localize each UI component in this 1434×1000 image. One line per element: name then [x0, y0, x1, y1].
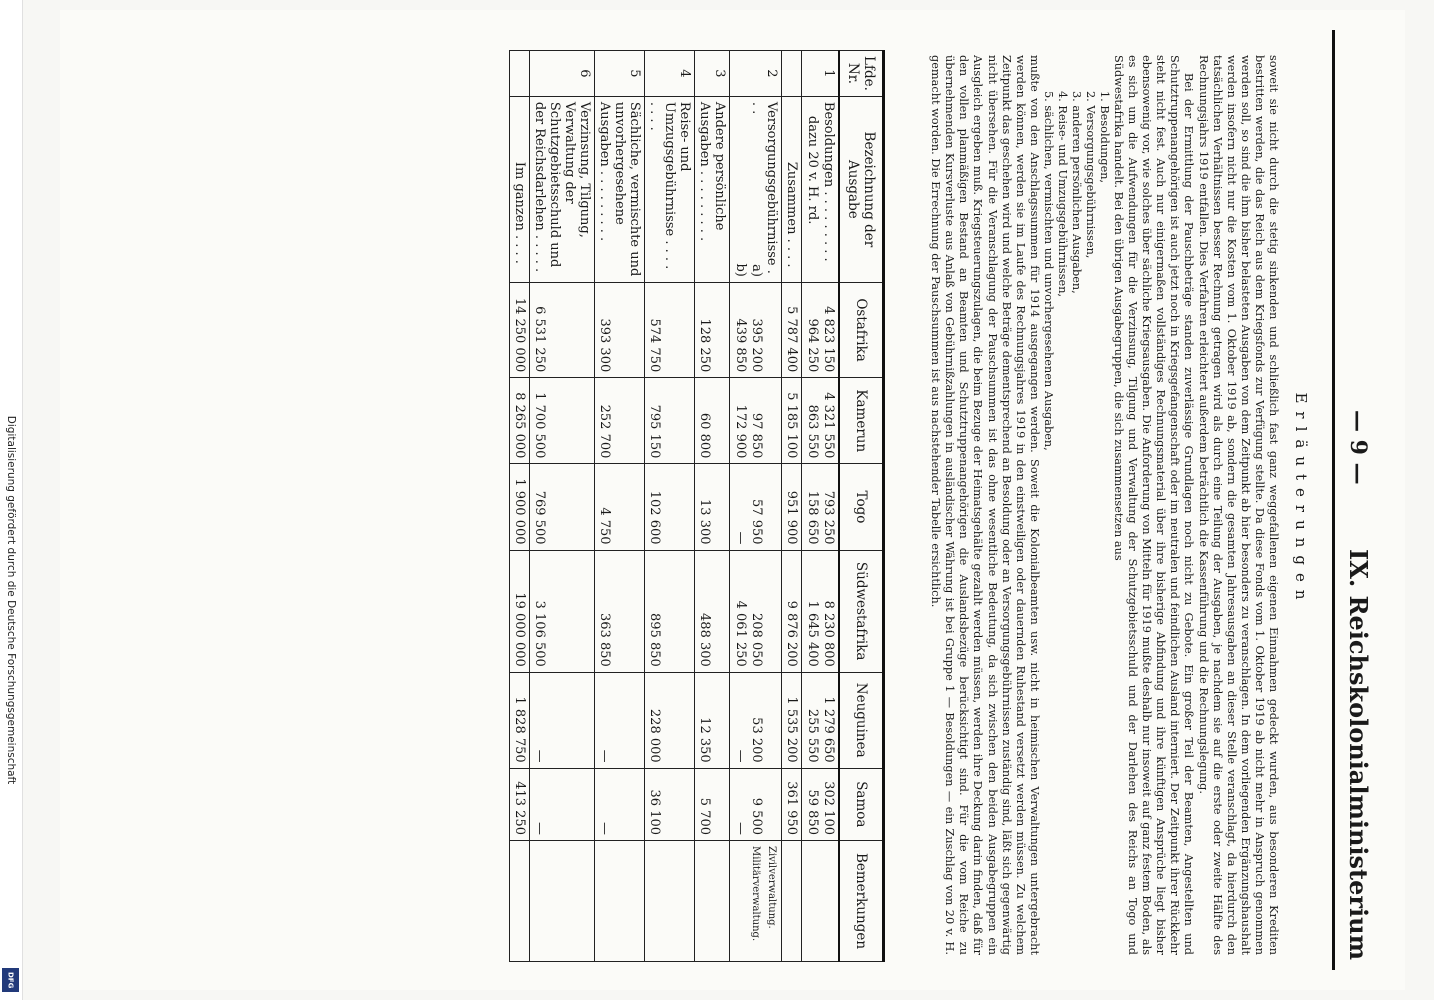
cell-ostafrika: 6 531 250: [530, 282, 595, 377]
cell-samoa: —: [530, 768, 595, 840]
subtotal-label: Zusammen . . . .: [784, 161, 799, 268]
total-samoa: 413 250: [510, 768, 530, 840]
cell-neuguinea: 1 279 650 255 550: [802, 672, 840, 768]
digitization-sidebar: [0, 0, 23, 1000]
subtotal-kamerun: 5 185 100: [782, 378, 802, 464]
cell-ostafrika: 574 750: [645, 282, 695, 377]
digitization-note: Digitalisierung gefördert durch die Deutsche Forschungsgemeinschaft: [5, 415, 17, 785]
col-header-togo: Togo: [839, 464, 884, 550]
subtotal-togo: 951 900: [782, 464, 802, 550]
cell-suedwest: 895 850: [645, 550, 695, 672]
cell-kamerun: 252 700: [595, 378, 645, 464]
row-desc: Sächliche, vermischte und unvorhergesehene Ausgaben . . . . . . . . .: [595, 96, 645, 282]
col-header-suedwest: Südwestafrika: [839, 550, 884, 672]
total-suedwest: 19 000 000: [510, 550, 530, 672]
table-row-subtotal: [782, 51, 802, 962]
subtotal-neuguinea: 1 535 200: [782, 672, 802, 768]
table-header-row: [839, 51, 884, 962]
table-row: [802, 51, 840, 962]
cell-ostafrika: 395 200 439 850: [730, 282, 782, 377]
cell-ostafrika: 128 250: [695, 282, 730, 377]
explanation-text: [928, 55, 1280, 955]
col-header-ostafrika: Ostafrika: [839, 282, 884, 377]
col-header-samoa: Samoa: [839, 768, 884, 840]
cell-samoa: 36 100: [645, 768, 695, 840]
list-item: 5. sächlichen, vermischten und unvorhergesehenen Ausgaben,: [1041, 91, 1055, 451]
col-header-kamerun: Kamerun: [839, 378, 884, 464]
total-togo: 1 900 000: [510, 464, 530, 550]
paragraph-1: soweit sie nicht durch die stetig sinkenden und schließlich fast ganz weggefallenen eigenen Einnahmen gedeckt wurden, aus besonderen Krediten bestritten werden, die das Reich aus dem Kriegsfonds zur Verfügung stellte. Da diese Fonds vom 1. Oktober 1919 ab nicht mehr in Anspruch genommen werden soll, so sind die ihm bisher belasteten Ausgaben von dem Zeitpunkt ab hier besonders zu veranschlagen. In dem vorliegenden Ergänzungshaushalt werden insofern nicht nur die Kosten vom 1. Oktober 1919 ab, sondern die gesamten Jahresausgaben an dieser Stelle veranschlagt, da hierdurch den tatsächlichen Verhältnissen besser Rechnung getragen wird als durch eine Teilung der Ausgaben, je nachdem sie auf die erste oder zweite Hälfte des Rechnungsjahrs 1919 entfallen. Dies Verfahren erleichtert außerdem beträchtlich die Kassenführung und die Rechnungslegung.: [1196, 55, 1280, 955]
row-number: 2: [730, 51, 782, 97]
table-row: [695, 51, 730, 962]
row-desc: Andere persönliche Ausgaben . . . . . . . . .: [695, 96, 730, 282]
cell-neuguinea: 12 350: [695, 672, 730, 768]
expense-group-list: [1041, 91, 1111, 955]
cell-suedwest: 3 106 500: [530, 550, 595, 672]
row-desc: Verzinsung, Tilgung, Verwaltung der Schutzgebietsschuld und der Reichsdarlehen . . . . .: [530, 96, 595, 282]
cell-samoa: 9 500 —: [730, 768, 782, 840]
cell-ostafrika: 4 823 150 964 250: [802, 282, 840, 377]
page-number: — 9 —: [1345, 410, 1371, 485]
row-desc: Versorgungsgebührnisse . . . a) b): [730, 96, 782, 282]
expense-table: [509, 50, 885, 962]
cell-neuguinea: —: [595, 672, 645, 768]
table-row: [595, 51, 645, 962]
list-item: 1. Besoldungen,: [1097, 91, 1111, 184]
ministry-title: IX. Reichskolonialministerium: [1344, 548, 1373, 960]
cell-remark: [530, 841, 595, 962]
section-heading: Erläuterungen: [1292, 392, 1310, 608]
col-header-lfd: Lfde. Nr.: [839, 51, 884, 97]
cell-remark: [595, 841, 645, 962]
cell-suedwest: 8 230 800 1 645 400: [802, 550, 840, 672]
cell-samoa: 5 700: [695, 768, 730, 840]
col-header-remarks: Bemerkungen: [839, 841, 884, 962]
cell-togo: 57 950 —: [730, 464, 782, 550]
row-number: 3: [695, 51, 730, 97]
cell-samoa: 302 100 59 850: [802, 768, 840, 840]
cell-remark: [802, 841, 840, 962]
table-row: [730, 51, 782, 962]
table-row: [530, 51, 595, 962]
cell-kamerun: 60 800: [695, 378, 730, 464]
cell-suedwest: 363 850: [595, 550, 645, 672]
cell-togo: 13 300: [695, 464, 730, 550]
total-kamerun: 8 265 000: [510, 378, 530, 464]
col-header-desc: Bezeichnung der Ausgabe: [839, 96, 884, 282]
cell-remark: Zivilverwaltung. Militärverwaltung.: [730, 841, 782, 962]
cell-togo: 4 750: [595, 464, 645, 550]
total-neuguinea: 1 828 750: [510, 672, 530, 768]
rotated-page-content: [60, 10, 1405, 990]
paragraph-2: Bei der Ermittlung der Pauschbeträge standen zuverlässige Grundlagen noch nicht zu Gebote. Ein großer Teil der Beamten, Angestellten und Schutztruppenangehörigen ist auch jetzt noch in Kriegsgefangenschaft oder im neutralen und feindlichen Ausland interniert. Der Zeitpunkt ihrer Rückkehr steht nicht fest. Auch nur einigermaßen vollständiges Rechnungsmaterial über ihre bisherige Abfindung und ihre künftigen Ansprüche liegt bisher ebensowenig vor, wie solches über sächliche Kriegsausgaben. Die Anforderung von Mitteln für 1919 mußte deshalb nur insoweit auf ganz festem Boden, als es sich um die Aufwendungen für die Verzinsung, Tilgung und Verwaltung der Schutzgebietsschuld und der Darlehen des Reichs an Togo und Südwestafrika handelt. Bei den übrigen Ausgabegruppen, die sich zusammensetzen aus: [1111, 55, 1196, 955]
subtotal-samoa: 361 950: [782, 768, 802, 840]
page-header: [1332, 30, 1375, 970]
table-row: [645, 51, 695, 962]
cell-togo: 769 500: [530, 464, 595, 550]
cell-ostafrika: 393 300: [595, 282, 645, 377]
table-row-total: [510, 51, 530, 962]
cell-kamerun: 4 321 550 863 550: [802, 378, 840, 464]
cell-suedwest: 488 300: [695, 550, 730, 672]
row-desc: Besoldungen . . . . . . . . . dazu 20 v. H. rd.: [802, 96, 840, 282]
cell-kamerun: 1 700 500: [530, 378, 595, 464]
cell-neuguinea: 228 000: [645, 672, 695, 768]
cell-remark: [645, 841, 695, 962]
cell-neuguinea: —: [530, 672, 595, 768]
row-number: 6: [530, 51, 595, 97]
scanned-page: [60, 10, 1405, 990]
cell-suedwest: 208 050 4 061 250: [730, 550, 782, 672]
row-number: 4: [645, 51, 695, 97]
row-number: 5: [595, 51, 645, 97]
subtotal-ostafrika: 5 787 400: [782, 282, 802, 377]
dfg-logo: DFG: [2, 968, 19, 992]
cell-remark: [695, 841, 730, 962]
list-item: 4. Reise- und Umzugsgebührnissen,: [1055, 91, 1069, 298]
cell-neuguinea: 53 200 —: [730, 672, 782, 768]
cell-togo: 793 250 158 650: [802, 464, 840, 550]
cell-kamerun: 97 850 172 900: [730, 378, 782, 464]
subtotal-suedwest: 9 876 200: [782, 550, 802, 672]
total-label: Im ganzen . . . .: [512, 161, 527, 264]
col-header-neuguinea: Neuguinea: [839, 672, 884, 768]
list-item: 2. Versorgungsgebührnissen,: [1083, 91, 1097, 259]
list-item: 3. anderen persönlichen Ausgaben,: [1069, 91, 1083, 294]
row-number: 1: [802, 51, 840, 97]
total-ostafrika: 14 250 000: [510, 282, 530, 377]
cell-togo: 102 600: [645, 464, 695, 550]
cell-kamerun: 795 150: [645, 378, 695, 464]
paragraph-3: mußte von den Anschlagssummen für 1914 ausgegangen werden. Soweit die Kolonialbeamten usw. nicht in heimischen Verwaltungen untergebracht werden können, werden sie im Laufe des Rechnungsjahres 1919 in den einstweiligen oder dauernden Ruhestand versetzt werden müssen. Zu welchem Zeitpunkt das geschehen wird und welche Beträge dementsprechend an Besoldung oder an Versorgungsgebührnissen zuständig sind, läßt sich gegenwärtig nicht übersehen. Für die Veranschlagung der Pauschsummen ist das ohne wesentliche Bedeutung, da sich zwischen den beiden Ausgabegruppen ein Ausgleich ergeben muß. Kriegsteuerungszulagen, die beim Bezuge der Heimatsgehälte gezahlt werden müssen, werden ihre Deckung darin finden, daß für den vollen planmäßigen Bestand an Beamten und Schutztruppenangehörigen die Auslandsbezüge berücksichtigt sind. Für die vom Reiche zu übernehmenden Kursverluste aus Anlaß von Gebührnißzahlungen in ausländischer Währung ist bei Gruppe 1 — Besoldungen — ein Zuschlag von 20 v. H. gemacht worden. Die Errechnung der Pauschsummen ist aus nachstehender Tabelle ersichtlich.: [929, 55, 1041, 955]
cell-samoa: —: [595, 768, 645, 840]
row-desc: Reise- und Umzugsgebührnisse . . . . . . . .: [645, 96, 695, 282]
